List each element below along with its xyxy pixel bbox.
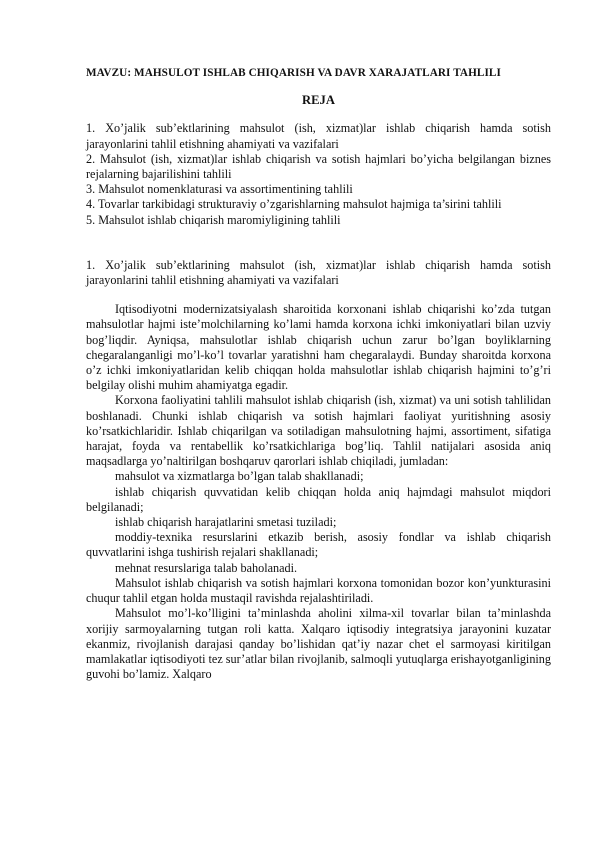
list-item: mehnat resurslariga talab baholanadi. (115, 560, 298, 575)
document-page (86, 66, 551, 682)
spacer (86, 228, 551, 258)
plan-list (86, 121, 551, 227)
plan-item: 3. Mahsulot nomenklaturasi va assortimentining tahlili (86, 182, 353, 197)
plan-heading: REJA (302, 93, 335, 108)
paragraph: Mahsulot mo’l-ko’lligini ta’minlashda aholini xilma-xil tovarlar bilan ta’minlashda xorijiy sarmoyalarning tutgan roli katta. Xalqaro iqtisodiy integratsiya jarayonini kuzatar ekanmiz, rivojlanish darajasi qanday bo’lishidan qat’iy nazar chet el sarmoyasi kiritilgan mamlakatlar iqtisodiyoti tez sur’atlar bilan rivojlanib, salmoqli yutuqlarga erishayotganligining guvohi bo’lamiz. Xalqaro (86, 606, 551, 682)
plan-item: 4. Tovarlar tarkibidagi strukturaviy o’zgarishlarning mahsulot hajmiga ta’sirini tahlili (86, 197, 502, 212)
paragraph: Mahsulot ishlab chiqarish va sotish hajmlari korxona tomonidan bozor kon’yunkturasini chuqur tahlil etgan holda mustaqil ravishda rejalashtiriladi. (86, 575, 551, 606)
list-item: ishlab chiqarish harajatlarini smetasi tuziladi; (115, 515, 337, 530)
paragraph: Korxona faoliyatini tahlili mahsulot ishlab chiqarish (ish, xizmat) va uni sotish tahlilidan boshlanadi. Chunki ishlab chiqarish va sotish hajmlari faoliyat yuritishning asosiy ko’rsatkichlaridir. Ishlab chiqarilgan va sotiladigan mahsulotning hajmi, assortiment, sifatiga harajat, foyda va rentabellik ko’rsatkichlariga bog’liq. Tahlil natijalari asosida aniq maqsadlarga yo’naltirilgan boshqaruv qarorlari ishlab chiqiladi, jumladan: (86, 393, 551, 469)
list-item: mahsulot va xizmatlarga bo’lgan talab shakllanadi; (115, 469, 364, 484)
section-heading: 1. Xo’jalik sub’ektlarining mahsulot (ish, xizmat)lar ishlab chiqarish hamda sotish jarayonlarini tahlil etishning ahamiyati va vazifalari (86, 257, 551, 288)
plan-item: 5. Mahsulot ishlab chiqarish maromiyligining tahlili (86, 212, 341, 227)
list-item: ishlab chiqarish quvvatidan kelib chiqqan holda aniq hajmdagi mahsulot miqdori belgilanadi; (86, 484, 551, 514)
document-title: MAVZU: MAHSULOT ISHLAB CHIQARISH VA DAVR XARAJATLARI TAHLILI (86, 67, 501, 79)
paragraph: Iqtisodiyotni modernizatsiyalash sharoitida korxonani ishlab chiqarishi ko’zda tutgan mahsulotlar hajmi iste’molchilarning ko’lami hamda korxona ichki imkoniyatlari bilan uzviy bog’liqdir. Ayniqsa, mahsulotlar ishlab chiqarish uchun zarur bo’lgan boyliklarning chegaralanganligi mo’l-ko’l tovarlar yaratishni ham chegaralaydi. Bunday sharoitda korxona o’z ichki imkoniyatlaridan kelib chiqqan holda mahsulotlar ishlab chiqarish hajmini to’g’ri belgilay olishi muhim ahamiyatga egadir. (86, 302, 551, 393)
plan-item: 2. Mahsulot (ish, xizmat)lar ishlab chiqarish va sotish hajmlari bo’yicha belgilangan biznes rejalarning bajarilishini tahlili (86, 151, 551, 182)
list-item: moddiy-texnika resurslarini etkazib berish, asosiy fondlar va ishlab chiqarish quvvatlarini ishga tushirish rejalari shakllanadi; (86, 530, 551, 560)
plan-item: 1. Xo’jalik sub’ektlarining mahsulot (ish, xizmat)lar ishlab chiqarish hamda sotish jarayonlarini tahlil etishning ahamiyati va vazifalari (86, 121, 551, 151)
body-text (86, 302, 551, 682)
